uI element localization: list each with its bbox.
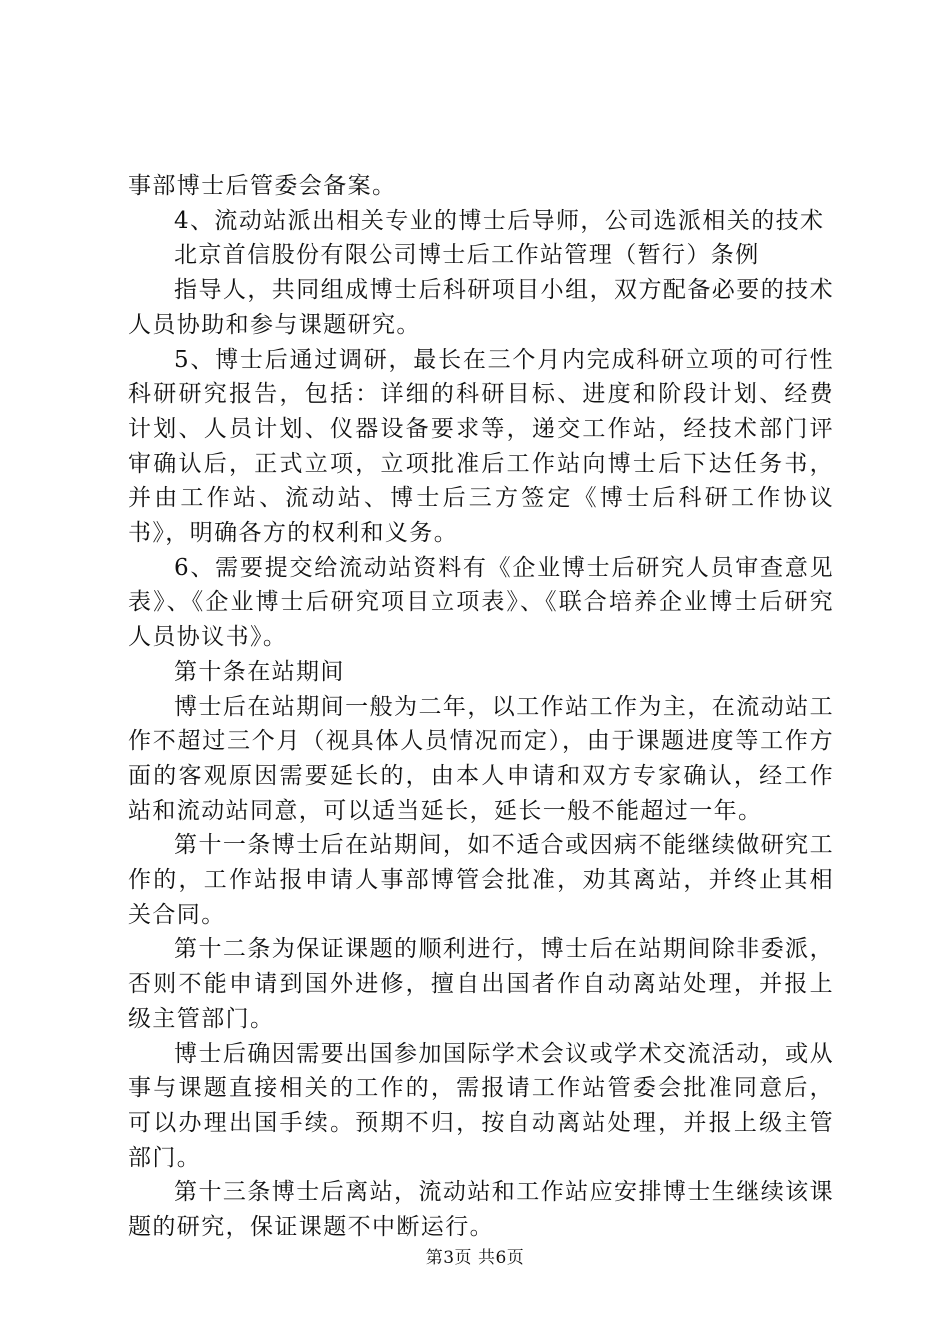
document-body xyxy=(128,169,834,1245)
page-number-footer: 第3页 共6页 xyxy=(425,1248,525,1268)
paragraph-item-5: 5、博士后通过调研，最长在三个月内完成科研立项的可行性科研研究报告，包括：详细的科研目标、进度和阶段计划、经费计划、人员计划、仪器设备要求等，递交工作站，经技术部门评审确认后，正式立项，立项批准后工作站向博士后下达任务书，并由工作站、流动站、博士后三方签定《博士后科研工作协议书》，明确各方的权利和义务。 xyxy=(128,346,834,547)
article-10-heading: 第十条在站期间 xyxy=(174,658,345,685)
article-11: 第十一条博士后在站期间，如不适合或因病不能继续做研究工作的，工作站报申请人事部博管会批准，劝其离站，并终止其相关合同。 xyxy=(128,832,834,928)
document-title-line: 北京首信股份有限公司博士后工作站管理（暂行）条例 xyxy=(174,242,760,269)
article-10-body: 博士后在站期间一般为二年，以工作站工作为主，在流动站工作不超过三个月（视具体人员情况而定），由于课题进度等工作方面的客观原因需要延长的，由本人申请和双方专家确认，经工作站和流动站同意，可以适当延长，延长一般不能超过一年。 xyxy=(128,693,834,824)
paragraph-item-4-continued: 指导人，共同组成博士后科研项目小组，双方配备必要的技术人员协助和参与课题研究。 xyxy=(128,277,834,338)
paragraph-item-6: 6、需要提交给流动站资料有《企业博士后研究人员审查意见表》、《企业博士后研究项目立项表》、《联合培养企业博士后研究人员协议书》。 xyxy=(128,554,834,651)
paragraph-continuation: 事部博士后管委会备案。 xyxy=(128,173,397,199)
article-12: 第十二条为保证课题的顺利进行，博士后在站期间除非委派，否则不能申请到国外进修，擅自出国者作自动离站处理，并报上级主管部门。 xyxy=(128,936,834,1032)
article-12-abroad: 博士后确因需要出国参加国际学术会议或学术交流活动，或从事与课题直接相关的工作的，需报请工作站管委会批准同意后，可以办理出国手续。预期不归，按自动离站处理，并报上级主管部门。 xyxy=(128,1040,834,1171)
article-13: 第十三条博士后离站，流动站和工作站应安排博士生继续该课题的研究，保证课题不中断运行。 xyxy=(128,1179,834,1241)
paragraph-item-4: 4、流动站派出相关专业的博士后导师，公司选派相关的技术 xyxy=(174,207,825,234)
